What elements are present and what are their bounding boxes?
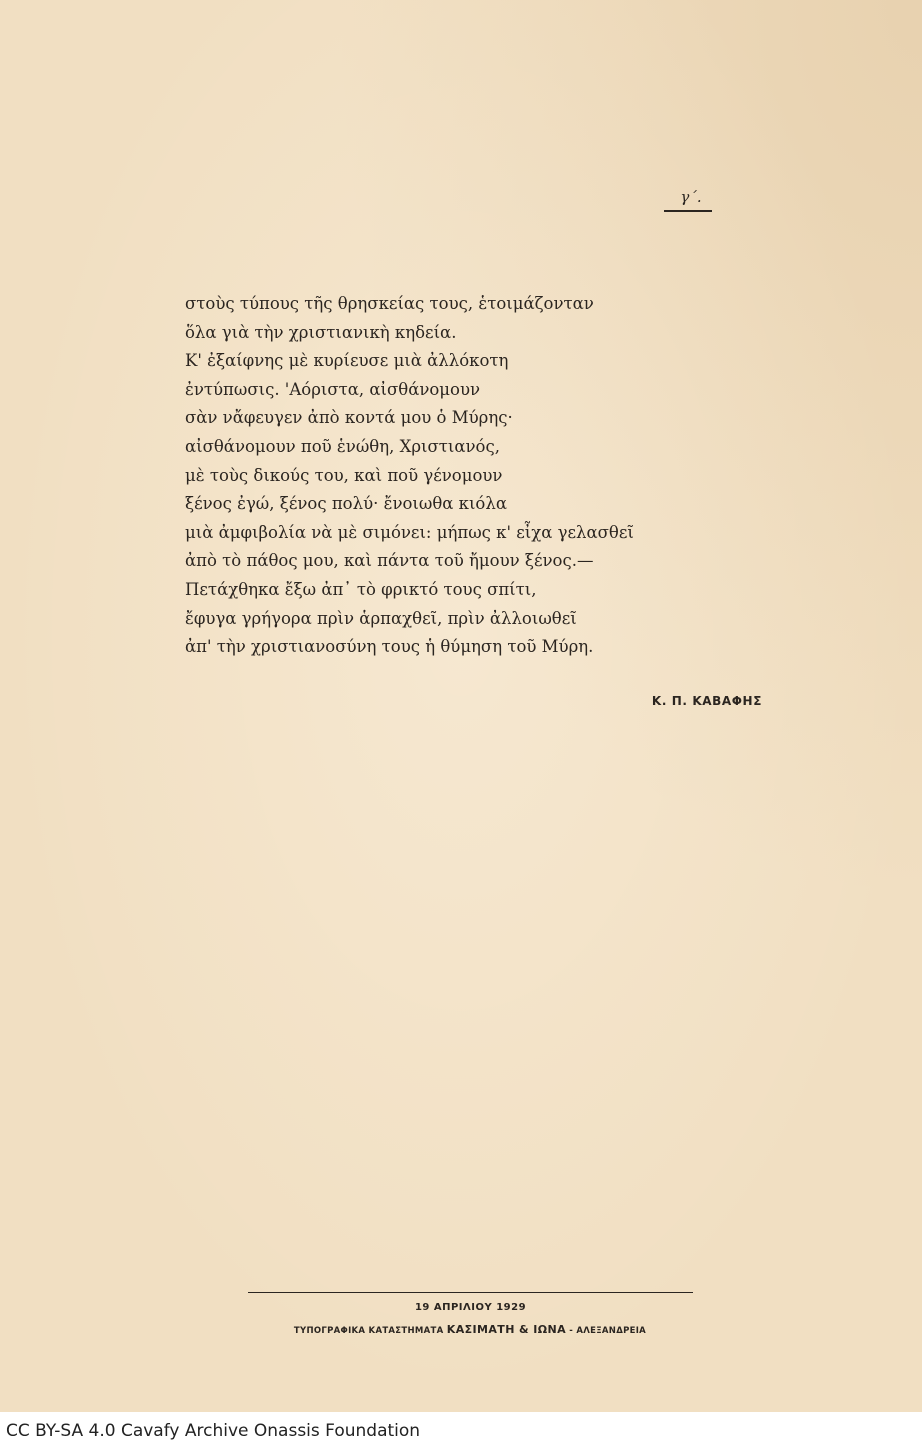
footer-divider (248, 1292, 693, 1293)
printer-prefix: ΤΥΠΟΓΡΑΦΙΚΑ ΚΑΤΑΣΤΗΜΑΤΑ (293, 1326, 447, 1336)
poem-line: ἔφυγα γρήγορα πρὶν ἁρπαχθεῖ, πρὶν ἀλλοιωθεῖ (185, 608, 577, 628)
page-number: γ΄. (680, 188, 702, 206)
author-signature: Κ. Π. ΚΑΒΑΦΗΣ (651, 694, 762, 708)
poem-line: μιὰ ἀμφιβολία νὰ μὲ σιμόνει: μήπως κ' εἶχα γελασθεῖ (185, 522, 634, 542)
poem-line: σὰν νἄφευγεν ἀπὸ κοντά μου ὁ Μύρης· (185, 408, 513, 428)
printer-imprint (240, 1323, 700, 1336)
poem-text (185, 290, 745, 662)
poem-line: μὲ τοὺς δικούς του, καὶ ποῦ γένομουν (185, 465, 503, 485)
poem-line: αἰσθάνομουν ποῦ ἑνώθη, Χριστιανός, (185, 436, 500, 456)
poem-line: Κ' ἐξαίφνης μὲ κυρίευσε μιὰ ἀλλόκοτη (185, 351, 509, 371)
poem-line: ξένος ἐγώ, ξένος πολύ· ἔνοιωθα κιόλα (185, 494, 507, 514)
poem-line: ἀπ' τὴν χριστιανοσύνη τους ἡ θύμηση τοῦ Μύρη. (185, 637, 594, 657)
poem-line: Πετάχθηκα ἔξω ἀπ᾽ τὸ φρικτό τους σπίτι, (185, 579, 537, 599)
page-number-underline (664, 210, 712, 212)
poem-line: ὅλα γιὰ τὴν χριστιανικὴ κηδεία. (185, 322, 457, 342)
printer-name: ΚΑΣΙΜΑΤΗ & ΙΩΝΑ (446, 1323, 567, 1336)
publication-date: 19 ΑΠΡΙΛΙΟΥ 1929 (414, 1302, 527, 1313)
poem-line: ἐντύπωσις. 'Αόριστα, αἰσθάνομουν (185, 379, 481, 399)
poem-line: στοὺς τύπους τῆς θρησκείας τους, ἑτοιμάζονταν (185, 294, 594, 313)
poem-line: ἀπὸ τὸ πάθος μου, καὶ πάντα τοῦ ἤμουν ξένος.— (185, 551, 594, 571)
license-credit: CC BY-SA 4.0 Cavafy Archive Onassis Foundation (6, 1421, 421, 1441)
printer-suffix: - ΑΛΕΞΑΝΔΡΕΙΑ (566, 1326, 647, 1336)
